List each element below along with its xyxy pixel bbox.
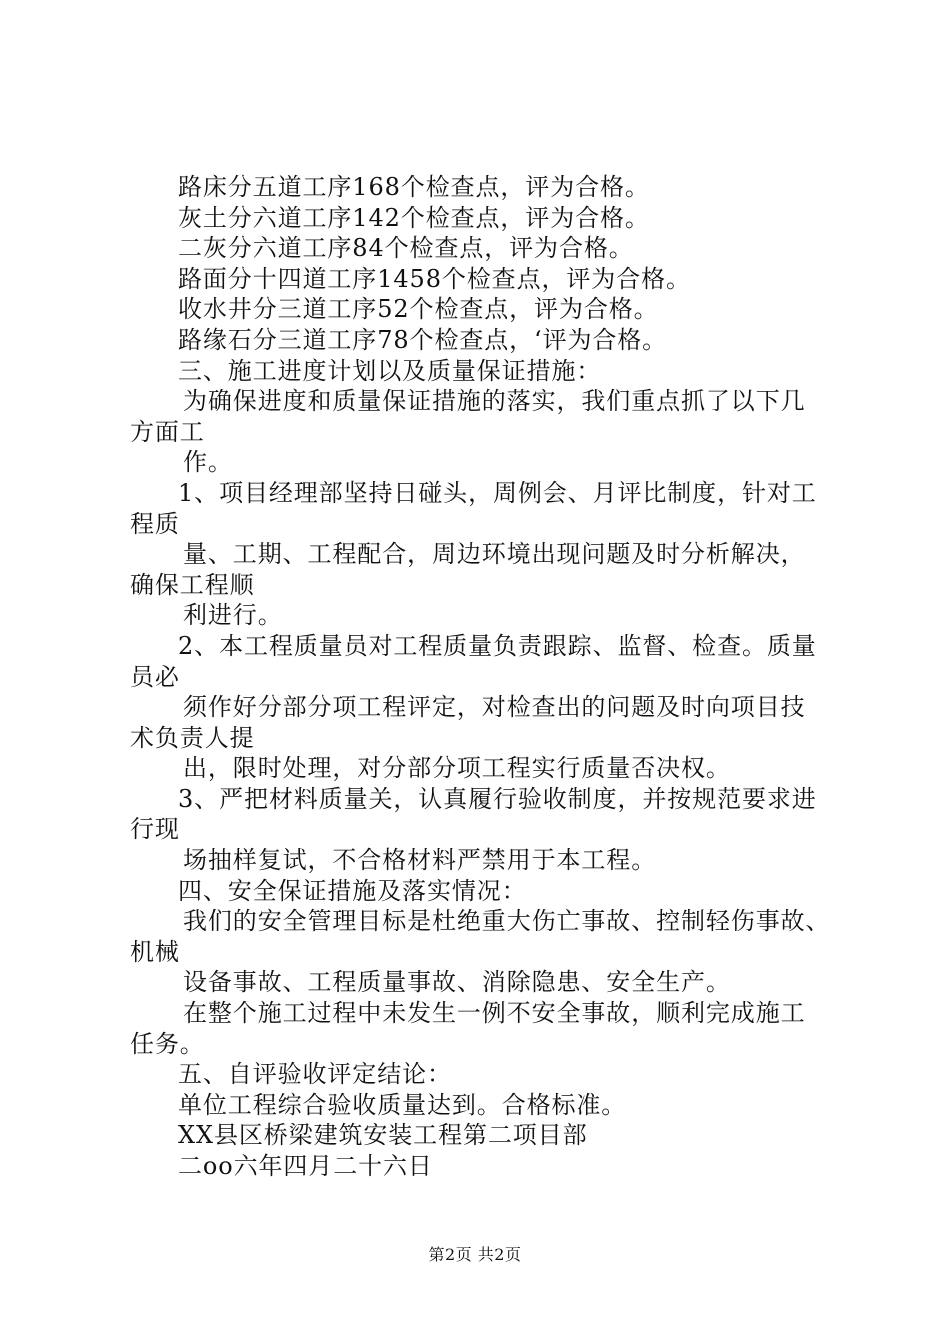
text-line: 我们的安全管理目标是杜绝重大伤亡事故、控制轻伤事故、	[183, 907, 831, 936]
text-line: 路床分五道工序168个检查点，评为合格。	[178, 173, 650, 201]
text-line: 二灰分六道工序84个检查点，评为合格。	[178, 234, 634, 263]
text-line: 确保工程顺	[130, 570, 255, 599]
text-line: 出，限时处理，对分部分项工程实行质量否决权。	[183, 754, 731, 783]
text-line: 场抽样复试，不合格材料严禁用于本工程。	[183, 846, 657, 875]
text-line: 路缘石分三道工序78个检查点，‘评为合格。	[178, 325, 668, 354]
text-line: 作。	[183, 448, 233, 477]
document-body	[130, 172, 840, 1182]
text-line: 灰土分六道工序142个检查点，评为合格。	[178, 203, 650, 232]
text-line: 2、本工程质量员对工程质量负责跟踪、监督、检查。质量	[178, 631, 817, 660]
text-line: 路面分十四道工序1458个检查点，评为合格。	[178, 264, 691, 293]
text-line: XX县区桥梁建筑安装工程第二项目部	[178, 1121, 588, 1150]
page-footer: 第2页 共2页	[428, 1245, 522, 1264]
text-line: 单位工程综合验收质量达到。合格标准。	[178, 1090, 627, 1119]
text-line: 员必	[130, 662, 180, 691]
text-line: 三、施工进度计划以及质量保证措施：	[178, 356, 602, 385]
text-line: 行现	[130, 815, 180, 844]
text-line: 机械	[130, 937, 180, 966]
text-line: 3、严把材料质量关，认真履行验收制度，并按规范要求进	[178, 784, 817, 813]
text-line: 二oo六年四月二十六日	[178, 1152, 433, 1180]
text-line: 量、工期、工程配合，周边环境出现问题及时分析解决，	[183, 540, 806, 569]
text-line: 程质	[130, 509, 180, 538]
text-line: 利进行。	[183, 601, 283, 630]
text-line: 四、安全保证措施及落实情况：	[178, 876, 527, 905]
text-line: 须作好分部分项工程评定，对检查出的问题及时向项目技	[183, 693, 806, 722]
text-line: 为确保进度和质量保证措施的落实，我们重点抓了以下几	[183, 387, 806, 416]
text-line: 在整个施工过程中未发生一例不安全事故，顺利完成施工	[183, 999, 806, 1028]
text-line: 任务。	[130, 1029, 205, 1058]
text-line: 收水井分三道工序52个检查点，评为合格。	[178, 295, 659, 324]
text-line: 设备事故、工程质量事故、消除隐患、安全生产。	[183, 968, 731, 997]
text-line: 术负责人提	[130, 723, 255, 752]
text-line: 方面工	[130, 417, 205, 446]
text-line: 五、自评验收评定结论：	[178, 1060, 452, 1089]
text-line: 1、项目经理部坚持日碰头，周例会、月评比制度，针对工	[178, 478, 817, 507]
